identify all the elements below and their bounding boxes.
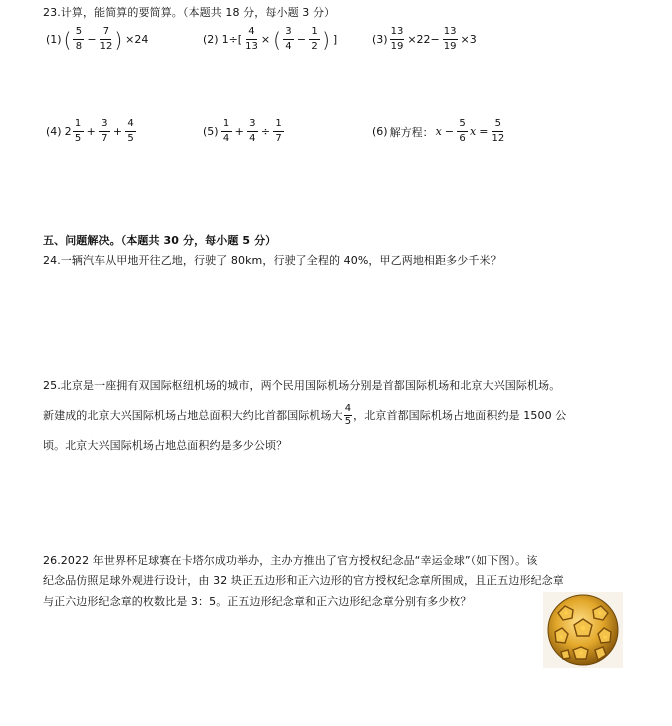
fraction: $\frac{1}{2}$ [309, 26, 320, 53]
fraction: $\frac{7}{12}$ [99, 26, 113, 52]
q26-line-3: 与正六边形纪念章的枚数比是 3：5。正五边形纪念章和正六边形纪念章分别有多少枚？ [43, 595, 472, 608]
fraction: $\frac{4}{5}$ [125, 118, 136, 145]
fraction: $\frac{3}{4}$ [283, 26, 294, 53]
fraction: $\frac{1}{4}$ [221, 118, 232, 145]
fraction: $\frac{3}{7}$ [99, 118, 110, 145]
q25-line-2: 新建成的北京大兴国际机场占地总面积大约比首都国际机场大 4 5 ，北京首都国际机场占地面积约是 1500 公 [43, 403, 567, 427]
item-label: (3) [372, 33, 388, 46]
fraction: $\frac{13}{19}$ [443, 26, 457, 52]
fraction: $\frac{3}{4}$ [247, 118, 258, 145]
section-title: 五、问题解决。（本题共 30 分，每小题 5 分） [43, 234, 277, 247]
q23-item-2: (2) 1÷[ $\frac{4}{13}$ × ( $\frac{3}{4}$ − $\frac{1}{2}$ ) ] [203, 26, 338, 52]
golden-soccer-ball-icon [543, 592, 623, 668]
q25-line-1: 25.北京是一座拥有双国际枢纽机场的城市，两个民用国际机场分别是首都国际机场和北京大兴国际机场。 [43, 379, 561, 392]
q23-item-3: (3) $\frac{13}{19}$ ×22− $\frac{13}{19}$ ×3 [372, 26, 477, 52]
q26-line-1: 26.2022 年世界杯足球赛在卡塔尔成功举办，主办方推出了官方授权纪念品“幸运金球”（如下图）。该 [43, 554, 538, 567]
mixed-number: 2 $\frac{1}{5}$ [64, 118, 84, 145]
q23-title: 23.计算，能简算的要简算。（本题共 18 分，每小题 3 分） [43, 6, 336, 19]
fraction: $\frac{5}{6}$ [457, 118, 468, 145]
q23-item-5: (5) $\frac{1}{4}$ + $\frac{3}{4}$ ÷ $\frac{1}{7}$ [203, 118, 284, 145]
q26-line-2: 纪念品仿照足球外观进行设计，由 32 块正五边形和正六边形的官方授权纪念章所围成，且正五边形纪念章 [43, 574, 564, 587]
fraction: 4 5 [344, 403, 352, 427]
item-label: (2) [203, 33, 219, 46]
fraction: $\frac{5}{12}$ [491, 118, 505, 144]
q24-text: 24.一辆汽车从甲地开往乙地，行驶了 80km，行驶了全程的 40%，甲乙两地相距多少千米？ [43, 254, 502, 267]
golden-soccer-ball-image [543, 592, 623, 668]
fraction: $\frac{13}{19}$ [390, 26, 404, 52]
q25-line-3: 顷。北京大兴国际机场占地总面积约是多少公顷？ [43, 439, 288, 452]
item-label: (1) [46, 33, 62, 46]
item-label: (4) [46, 125, 62, 138]
item-label: (6) [372, 125, 388, 138]
fraction: $\frac{5}{8}$ [73, 26, 84, 53]
q23-item-4: (4) 2 $\frac{1}{5}$ + $\frac{3}{7}$ + $\frac{4}{5}$ [46, 118, 136, 145]
q23-item-1: (1) ( $\frac{5}{8}$ − $\frac{7}{12}$ ) ×24 [46, 26, 149, 52]
item-label: (5) [203, 125, 219, 138]
q23-item-6: (6) 解方程： x − $\frac{5}{6}$ x = $\frac{5}{12}$ [372, 118, 505, 144]
fraction: $\frac{1}{7}$ [273, 118, 284, 145]
fraction: $\frac{4}{13}$ [245, 26, 258, 52]
